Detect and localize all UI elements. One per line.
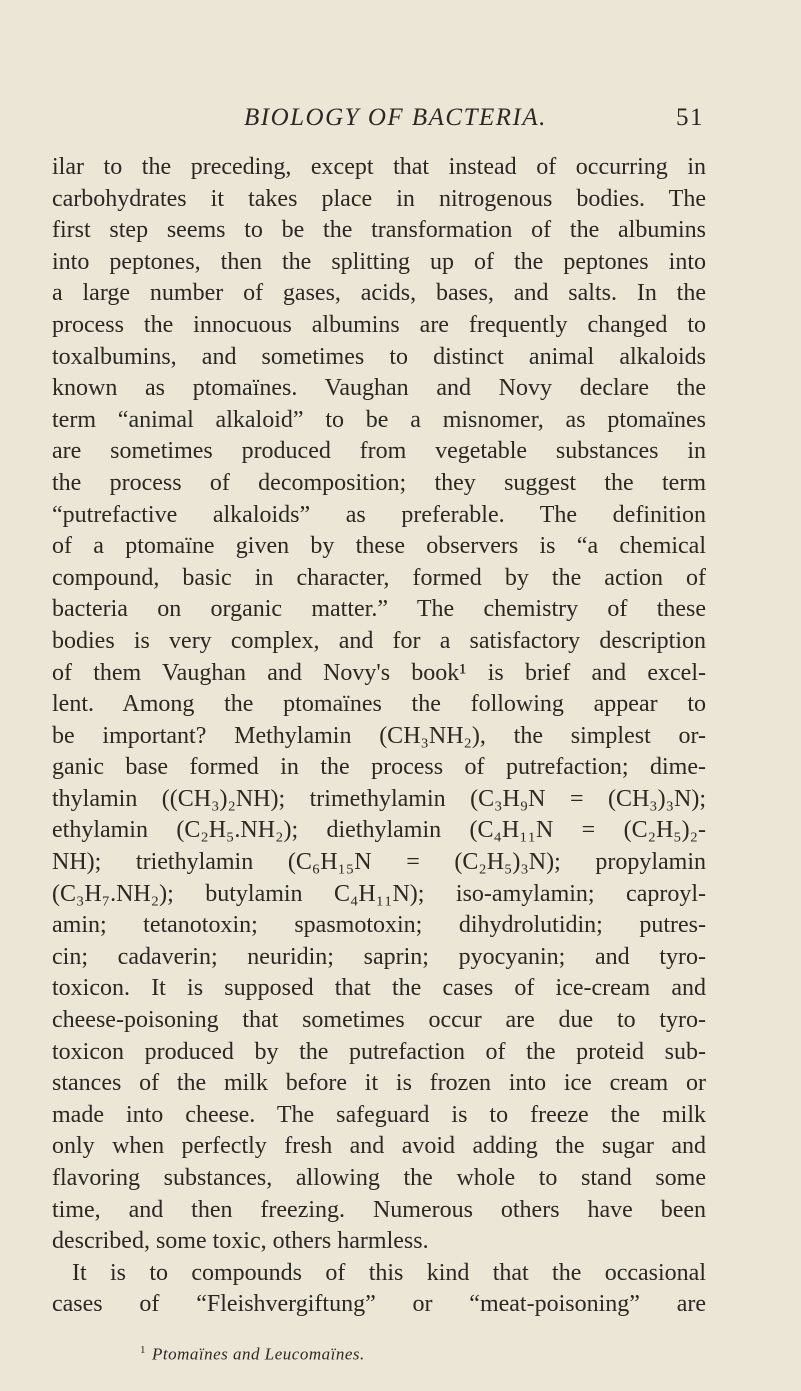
text-line: toxalbumins, and sometimes to distinct animal alkaloids: [52, 343, 706, 370]
text-line: are sometimes produced from vegetable substances in: [52, 438, 706, 465]
text-line: flavoring substances, allowing the whole to stand some: [52, 1165, 706, 1191]
text-line: (C₃H₇.NH₂); butylamin C₄H₁₁N); iso-amylamin; caproyl-: [52, 880, 706, 907]
text-line: cheese-poisoning that sometimes occur are due to tyro-: [52, 1007, 706, 1034]
text-line: described, some toxic, others harmless.: [52, 1228, 429, 1255]
footnote: [140, 1344, 365, 1365]
text-line: ganic base formed in the process of putrefaction; dime-: [52, 754, 706, 781]
text-line: NH); triethylamin (C₆H₁₅N = (C₂H₅)₃N); propylamin: [52, 849, 706, 876]
running-title: BIOLOGY OF BACTERIA.: [244, 104, 547, 131]
text-line: ilar to the preceding, except that instead of occurring in: [52, 154, 706, 180]
text-line: amin; tetanotoxin; spasmotoxin; dihydrolutidin; putres-: [52, 912, 706, 939]
text-line: the process of decomposition; they suggest the term: [52, 469, 706, 496]
footnote-marker: 1: [140, 1344, 146, 1356]
text-line: of a ptomaïne given by these observers is “a chemical: [52, 533, 706, 560]
text-line: stances of the milk before it is frozen into ice cream or: [52, 1070, 706, 1097]
body-text: [52, 152, 706, 1321]
page-header: [0, 104, 801, 144]
text-line: cin; cadaverin; neuridin; saprin; pyocyanin; and tyro-: [52, 943, 706, 970]
text-line: only when perfectly fresh and avoid adding the sugar and: [52, 1133, 706, 1160]
text-line: term “animal alkaloid” to be a misnomer, as ptomaïnes: [52, 406, 706, 433]
text-line: cases of “Fleishvergiftung” or “meat-poisoning” are: [52, 1291, 706, 1318]
text-line: “putrefactive alkaloids” as preferable. The definition: [52, 501, 706, 528]
text-line: bodies is very complex, and for a satisfactory description: [52, 627, 706, 654]
text-line: be important? Methylamin (CH₃NH₂), the simplest or-: [52, 722, 706, 749]
text-line: lent. Among the ptomaïnes the following appear to: [52, 691, 706, 718]
text-line: toxicon produced by the putrefaction of the proteid sub-: [52, 1038, 706, 1065]
text-line: made into cheese. The safeguard is to freeze the milk: [52, 1101, 706, 1128]
text-line: carbohydrates it takes place in nitrogenous bodies. The: [52, 185, 706, 212]
text-line: into peptones, then the splitting up of the peptones into: [52, 248, 706, 275]
text-line: of them Vaughan and Novy's book¹ is brief and excel-: [52, 659, 706, 686]
page-number: 51: [676, 104, 704, 131]
text-line: toxicon. It is supposed that the cases of ice-cream and: [52, 975, 706, 1002]
footnote-text: Ptomaïnes and Leucomaïnes.: [152, 1344, 365, 1364]
text-line: It is to compounds of this kind that the occasional: [72, 1259, 706, 1286]
text-line: bacteria on organic matter.” The chemistry of these: [52, 596, 706, 623]
text-line: thylamin ((CH₃)₂NH); trimethylamin (C₃H₉N = (CH₃)₃N);: [52, 785, 706, 812]
text-line: ethylamin (C₂H₅.NH₂); diethylamin (C₄H₁₁N = (C₂H₅)₂-: [52, 817, 706, 844]
text-line: process the innocuous albumins are frequently changed to: [52, 311, 706, 338]
text-line: time, and then freezing. Numerous others have been: [52, 1196, 706, 1223]
text-line: known as ptomaïnes. Vaughan and Novy declare the: [52, 375, 706, 402]
text-line: a large number of gases, acids, bases, and salts. In the: [52, 280, 706, 307]
text-line: first step seems to be the transformation of the albumins: [52, 217, 706, 244]
text-line: compound, basic in character, formed by the action of: [52, 564, 706, 591]
